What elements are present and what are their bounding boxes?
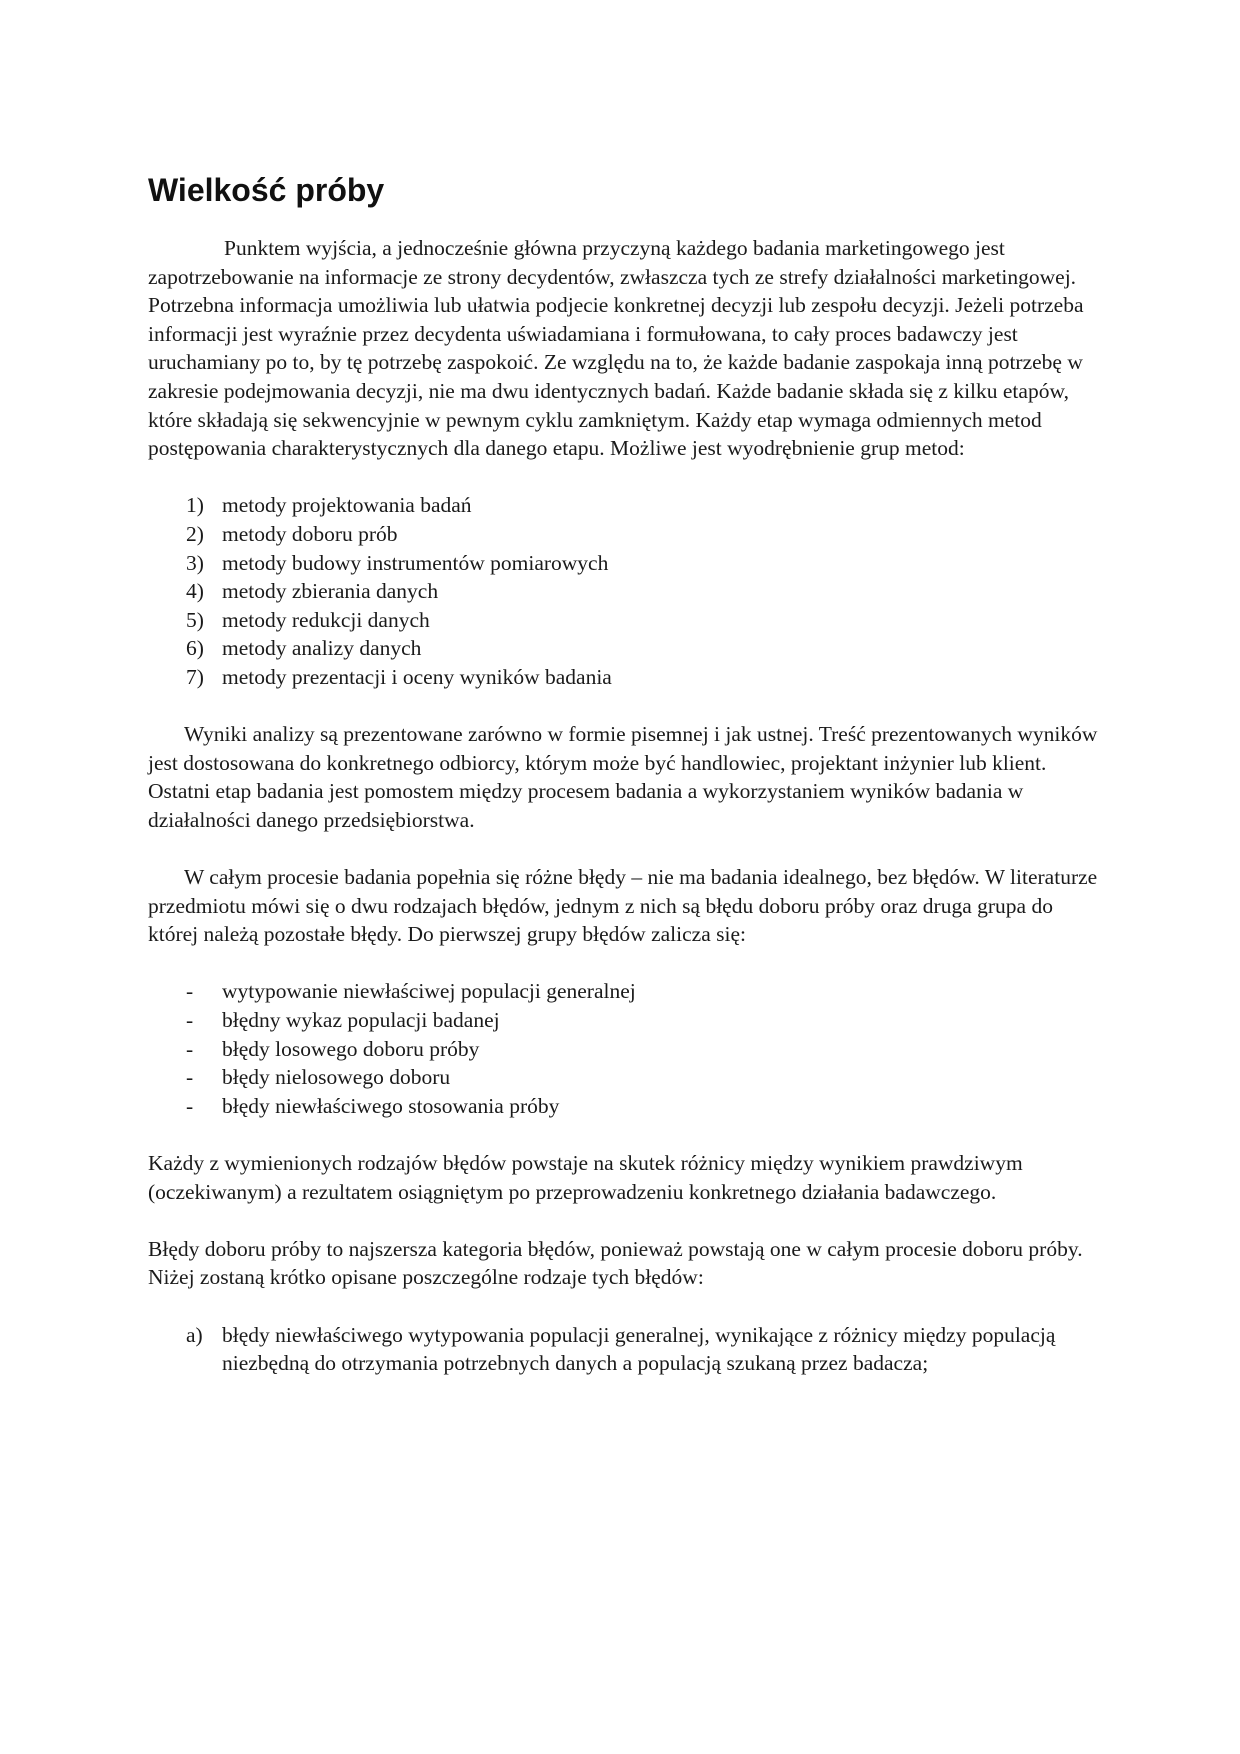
list-item-text: metody budowy instrumentów pomiarowych bbox=[222, 550, 609, 575]
list-marker: 3) bbox=[186, 550, 204, 575]
list-item bbox=[148, 663, 1098, 692]
list-marker: - bbox=[186, 979, 194, 1004]
list-item bbox=[148, 1321, 1098, 1378]
list-item-text: wytypowanie niewłaściwej populacji generalnej bbox=[222, 979, 636, 1004]
list-marker: 1) bbox=[186, 493, 204, 518]
list-item-text: błędy nielosowego doboru bbox=[222, 1065, 451, 1090]
list-item-text: błędny wykaz populacji badanej bbox=[222, 1008, 500, 1033]
list-item bbox=[148, 549, 1098, 578]
methods-list bbox=[148, 491, 1098, 691]
list-marker: - bbox=[186, 1008, 194, 1033]
list-item-text: metody analizy danych bbox=[222, 636, 422, 661]
list-item bbox=[148, 577, 1098, 606]
list-item-text: błędy niewłaściwego stosowania próby bbox=[222, 1093, 560, 1118]
list-item bbox=[148, 606, 1098, 635]
list-item-text: metody redukcji danych bbox=[222, 607, 430, 632]
list-marker: - bbox=[186, 1065, 194, 1090]
list-item-text: metody doboru prób bbox=[222, 521, 398, 546]
paragraph-results: Wyniki analizy są prezentowane zarówno w formie pisemnej i jak ustnej. Treść prezentowanych wyników jest dostosowana do konkretnego odbiorcy, którym może być handlowiec, projektant inżynier lub klient. Ostatni etap badania jest pomostem między procesem badania a wykorzystaniem wyników badania w działalności danego przedsiębiorstwa. bbox=[148, 722, 1098, 832]
list-marker: 7) bbox=[186, 664, 204, 689]
list-item bbox=[148, 1006, 1098, 1035]
list-item-text: błędy niewłaściwego wytypowania populacji generalnej, wynikające z różnicy między populacją niezbędną do otrzymania potrzebnych danych a populacją szukaną przez badacza; bbox=[222, 1322, 1056, 1376]
document-page bbox=[148, 170, 1098, 1378]
sampling-errors-list bbox=[148, 1321, 1098, 1378]
list-marker: 2) bbox=[186, 521, 204, 546]
list-item-text: błędy losowego doboru próby bbox=[222, 1036, 480, 1061]
list-item-text: metody projektowania badań bbox=[222, 493, 472, 518]
list-marker: - bbox=[186, 1093, 194, 1118]
list-item-text: metody zbierania danych bbox=[222, 579, 439, 604]
list-marker: 4) bbox=[186, 579, 204, 604]
list-item bbox=[148, 1063, 1098, 1092]
list-item-text: metody prezentacji i oceny wyników badania bbox=[222, 664, 612, 689]
list-marker: - bbox=[186, 1036, 194, 1061]
list-item bbox=[148, 491, 1098, 520]
list-item bbox=[148, 520, 1098, 549]
list-marker: a) bbox=[186, 1322, 203, 1347]
paragraph-each-error: Każdy z wymienionych rodzajów błędów powstaje na skutek różnicy między wynikiem prawdziwym (oczekiwanym) a rezultatem osiągniętym po przeprowadzeniu konkretnego działania badawczego. bbox=[148, 1151, 1023, 1204]
errors-list bbox=[148, 977, 1098, 1120]
list-item bbox=[148, 1092, 1098, 1121]
document-title: Wielkość próby bbox=[148, 172, 385, 208]
paragraph-errors: W całym procesie badania popełnia się różne błędy – nie ma badania idealnego, bez błędów. W literaturze przedmiotu mówi się o dwu rodzajach błędów, jednym z nich są błędu doboru próby oraz druga grupa do której należą pozostałe błędy. Do pierwszej grupy błędów zalicza się: bbox=[148, 865, 1098, 947]
list-item bbox=[148, 1035, 1098, 1064]
list-item bbox=[148, 634, 1098, 663]
list-item bbox=[148, 977, 1098, 1006]
list-marker: 5) bbox=[186, 607, 204, 632]
paragraph-sampling-errors: Błędy doboru próby to najszersza kategoria błędów, ponieważ powstają one w całym procesie doboru próby. Niżej zostaną krótko opisane poszczególne rodzaje tych błędów: bbox=[148, 1236, 1083, 1290]
list-marker: 6) bbox=[186, 636, 204, 661]
paragraph-intro: Punktem wyjścia, a jednocześnie główna przyczyną każdego badania marketingowego jest zapotrzebowanie na informacje ze strony decydentów, zwłaszcza tych ze strefy działalności marketingowej. Potrzebna informacja umożliwia lub ułatwia podjecie konkretnej decyzji lub zespołu decyzji. Jeżeli potrzeba informacji jest wyraźnie przez decydenta uświadamiana i formułowana, to cały proces badawczy jest uruchamiany po to, by tę potrzebę zaspokoić. Ze względu na to, że każde badanie zaspokaja inną potrzebę w zakresie podejmowania decyzji, nie ma dwu identycznych badań. Każde badanie składa się z kilku etapów, które składają się sekwencyjnie w pewnym cyklu zamkniętym. Każdy etap wymaga odmiennych metod postępowania charakterystycznych dla danego etapu. Możliwe jest wyodrębnienie grup metod: bbox=[148, 236, 1084, 461]
